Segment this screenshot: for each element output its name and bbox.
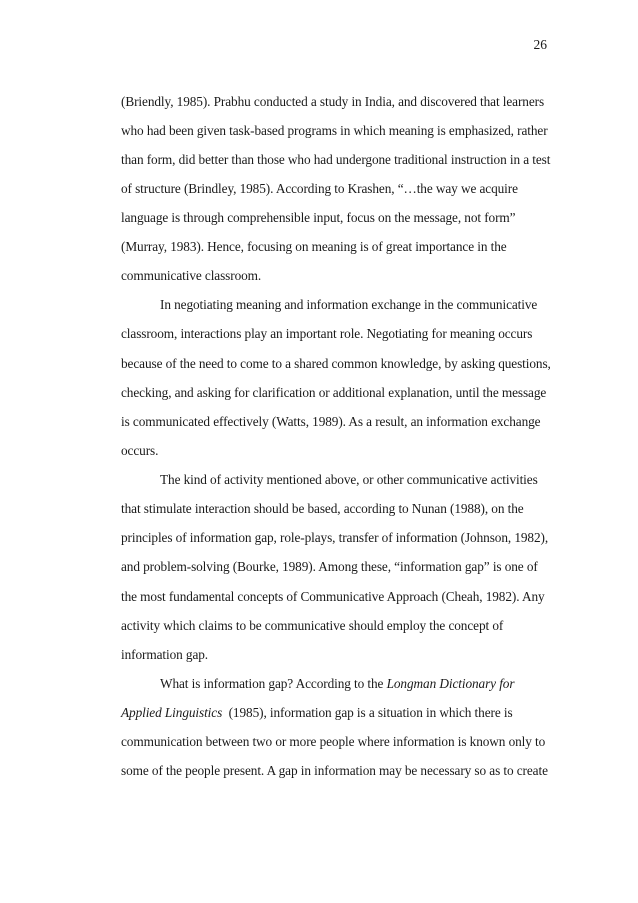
- page-number: 26: [533, 37, 547, 52]
- text-line: checking, and asking for clarification or additional explanation, until the message: [121, 385, 547, 400]
- text-line: because of the need to come to a shared common knowledge, by asking questions,: [121, 356, 551, 371]
- book-title-italic: Longman Dictionary for: [386, 676, 515, 691]
- text-run: What is information gap? According to the: [160, 676, 387, 691]
- text-line: In negotiating meaning and information exchange in the communicative: [160, 297, 538, 312]
- text-line: communicative classroom.: [121, 268, 262, 283]
- text-line: [121, 705, 513, 721]
- text-line: information gap.: [121, 647, 209, 662]
- text-line: (Briendly, 1985). Prabhu conducted a study in India, and discovered that learners: [121, 94, 545, 109]
- text-line: (Murray, 1983). Hence, focusing on meaning is of great importance in the: [121, 239, 507, 254]
- text-line: communication between two or more people where information is known only to: [121, 734, 546, 749]
- text-line: who had been given task-based programs in which meaning is emphasized, rather: [121, 123, 548, 138]
- text-line: is communicated effectively (Watts, 1989). As a result, an information exchange: [121, 414, 541, 429]
- text-run: (1985), information gap is a situation in which there is: [222, 705, 513, 720]
- text-line: activity which claims to be communicative should employ the concept of: [121, 618, 504, 633]
- text-line: some of the people present. A gap in information may be necessary so as to create: [121, 763, 548, 778]
- text-line: classroom, interactions play an important role. Negotiating for meaning occurs: [121, 326, 533, 341]
- text-line: and problem-solving (Bourke, 1989). Among these, “information gap” is one of: [121, 559, 538, 574]
- text-line: principles of information gap, role-plays, transfer of information (Johnson, 1982),: [121, 530, 549, 545]
- book-title-italic: Applied Linguistics: [121, 705, 223, 720]
- text-line: than form, did better than those who had undergone traditional instruction in a test: [121, 152, 551, 167]
- text-line: that stimulate interaction should be based, according to Nunan (1988), on the: [121, 501, 524, 516]
- text-line: [160, 676, 514, 692]
- text-line: of structure (Brindley, 1985). According to Krashen, “…the way we acquire: [121, 181, 518, 196]
- text-line: language is through comprehensible input, focus on the message, not form”: [121, 210, 516, 225]
- text-line: The kind of activity mentioned above, or other communicative activities: [160, 472, 538, 487]
- text-line: the most fundamental concepts of Communicative Approach (Cheah, 1982). Any: [121, 589, 545, 604]
- text-line: occurs.: [121, 443, 159, 458]
